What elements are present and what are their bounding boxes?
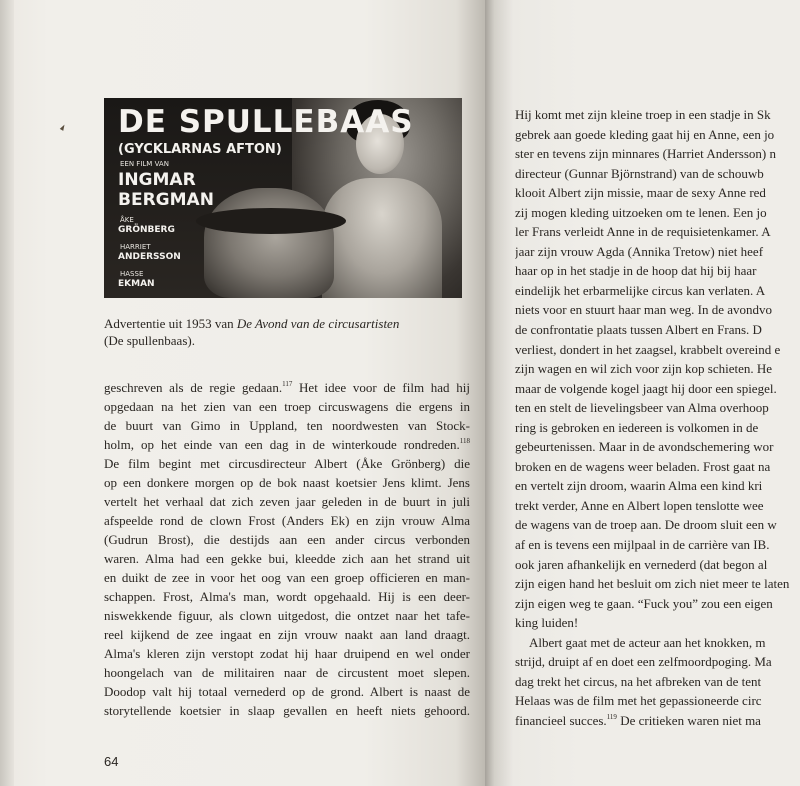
text-line: opgedaan na het zien van een troep circuswagens die ergens in xyxy=(104,399,470,414)
text-line: af en is tevens een mijlpaal in de carrière van IB. xyxy=(515,537,770,553)
text-line: schappen. Frost, Alma's man, wordt opgehaald. Hij is een deer- xyxy=(104,589,470,604)
text-line: zij mogen kleding uitzoeken om te lenen. Een jo xyxy=(515,204,767,220)
text-line: verliest, dondert in het zaagsel, krabbelt overeind e xyxy=(515,341,781,357)
text-line: niswekkende figuur, als clown uitgedost, die ontzet naar het tafe- xyxy=(104,608,470,623)
text-line: reel kijkend de zee ingaat en zijn vrouw naakt aan land draagt. xyxy=(104,627,470,642)
text-line: niets voor en stuurt haar man weg. In de avondvo xyxy=(515,302,773,318)
text-line: ten en stelt de lievelingsbeer van Alma overhoop xyxy=(515,400,769,416)
footnote-ref: 118 xyxy=(459,437,470,445)
text-line: en vertelt zijn droom, waarin Alma een kind kri xyxy=(515,478,763,494)
poster-director-first: INGMAR xyxy=(118,170,196,190)
text-line: zijn wagen en wil zich voor zijn kop schieten. He xyxy=(515,361,773,377)
page-edge xyxy=(0,0,14,786)
text-line: eindelijk het erbarmelijke circus kan verlaten. A xyxy=(515,282,766,298)
text-line: Helaas was de film met het gepassioneerde circ xyxy=(515,693,762,709)
text-line: op een donkere morgen op de bok naast koetsier Jens klimt. Jens xyxy=(104,475,470,490)
text-line: dag trekt het circus, na het afbreken van de tent xyxy=(515,673,762,689)
text-line: strijd, druipt af en doet een zelfmoordpoging. Ma xyxy=(515,654,772,670)
poster-woman-body xyxy=(322,178,442,298)
poster-cast-3-first: HASSE xyxy=(120,270,144,278)
text-line: waren. Alma had een gekke bui, kleedde zich aan het strand uit xyxy=(104,551,470,566)
text-line: de confrontatie plaats tussen Albert en Frans. D xyxy=(515,322,762,338)
poster-caption xyxy=(104,315,464,349)
text-line: Doodop valt hij totaal vernederd op de grond. Albert is naast de xyxy=(104,684,470,699)
text-line: afspeelde rond de clown Frost (Anders Ek) en zijn vrouw Alma xyxy=(104,513,470,528)
text-line: ring is gebroken en iedereen is volkomen in de xyxy=(515,419,759,435)
text-line: de buurt van Gimo in Uppland, ten noordwesten van Stock- xyxy=(104,418,470,433)
text-line: broken en de wagens weer beladen. Frost gaat na xyxy=(515,458,771,474)
right-body-text xyxy=(515,105,800,731)
ink-mark xyxy=(55,122,69,136)
poster-cast-1-first: ÅKE xyxy=(120,216,134,224)
text-line: gebeurtenissen. Maar in de avondschemering wor xyxy=(515,439,774,455)
line-text: geschreven als de regie gedaan. xyxy=(104,380,283,395)
poster-cast-3-last: EKMAN xyxy=(118,279,155,289)
line-text: Het idee voor de film had hij xyxy=(292,380,470,395)
poster-cast-1-last: GRÖNBERG xyxy=(118,225,175,235)
text-line: Albert gaat met de acteur aan het knokken, m xyxy=(529,634,766,650)
line-text: holm, op het einde van een dag in de winterkoude rondreden. xyxy=(104,437,460,452)
text-line: ler Frans verleidt Anne in de requisietenkamer. A xyxy=(515,224,771,240)
text-line: en duikt de zee in voor het oog van een groep officieren en man- xyxy=(104,570,470,585)
text-line xyxy=(104,435,470,454)
line-text: De critieken waren niet ma xyxy=(616,712,761,728)
text-line: ster en tevens zijn minnares (Harriet Andersson) n xyxy=(515,146,777,162)
text-line: Alma's kleren zijn verstopt zodat hij haar druipend en wel onder xyxy=(104,646,470,661)
footnote-ref: 117 xyxy=(282,380,293,388)
text-line: haar op in het stadje in de hoop dat hij bij haar xyxy=(515,263,757,279)
text-line xyxy=(515,711,800,731)
poster-cast-2-first: HARRIET xyxy=(120,243,151,251)
poster-title: DE SPULLEBAAS xyxy=(118,104,414,140)
caption-prefix: Advertentie uit 1953 van xyxy=(104,316,237,331)
footnote-ref: 119 xyxy=(606,712,617,721)
text-line: directeur (Gunnar Björnstrand) van de schouwb xyxy=(515,165,764,181)
text-line: hoongelach van de militairen naar de circustent moet slepen. xyxy=(104,665,470,680)
text-line: trekt verder, Anne en Albert lopen tenslotte wee xyxy=(515,497,764,513)
poster-tagline: EEN FILM VAN xyxy=(120,160,169,168)
text-line: storytellende koetsier in slaap gevallen en heeft niets gehoord. xyxy=(104,703,470,718)
text-line xyxy=(104,378,470,397)
line-text: financieel succes. xyxy=(515,712,607,728)
poster-director-last: BERGMAN xyxy=(118,190,214,210)
text-line: vertelt het verhaal dat zich zeven jaar geleden in de buurt in juli xyxy=(104,494,470,509)
text-line: zijn eigen weg te gaan. “Fuck you” zou een eigen xyxy=(515,595,773,611)
text-line: klooit Albert zijn missie, maar de sexy Anne red xyxy=(515,185,766,201)
text-line: ook jaren afhankelijk en vernederd (dat begon al xyxy=(515,556,768,572)
left-body-text xyxy=(104,378,470,720)
text-line: king luiden! xyxy=(515,615,579,631)
text-line: (Gudrun Brost), die destijds aan een ander circus verbonden xyxy=(104,532,470,547)
poster-man-hat xyxy=(196,208,346,234)
text-line: gebrek aan goede kleding gaat hij en Anne, een jo xyxy=(515,126,775,142)
poster-subtitle: (GYCKLARNAS AFTON) xyxy=(118,142,282,157)
caption-title: De Avond van de circusartisten xyxy=(236,316,400,331)
poster-cast-2-last: ANDERSSON xyxy=(118,252,181,262)
caption-suffix: (De spullenbaas). xyxy=(104,333,195,348)
text-line: De film begint met circusdirecteur Albert (Åke Grönberg) die xyxy=(104,456,470,471)
text-line: jaar zijn vrouw Agda (Annika Tretow) niet heef xyxy=(515,243,764,259)
text-line: zijn eigen hand het besluit om zich niet meer te laten xyxy=(515,576,790,592)
page-number: 64 xyxy=(104,754,119,769)
text-line: maar de volgende kogel jaagt hij door een spiegel. xyxy=(515,380,777,396)
text-line: de wagens van de troep aan. De droom sluit een w xyxy=(515,517,777,533)
film-poster xyxy=(104,98,462,298)
poster-man-face xyxy=(204,188,334,298)
text-line: Hij komt met zijn kleine troep in een stadje in Sk xyxy=(515,107,771,122)
